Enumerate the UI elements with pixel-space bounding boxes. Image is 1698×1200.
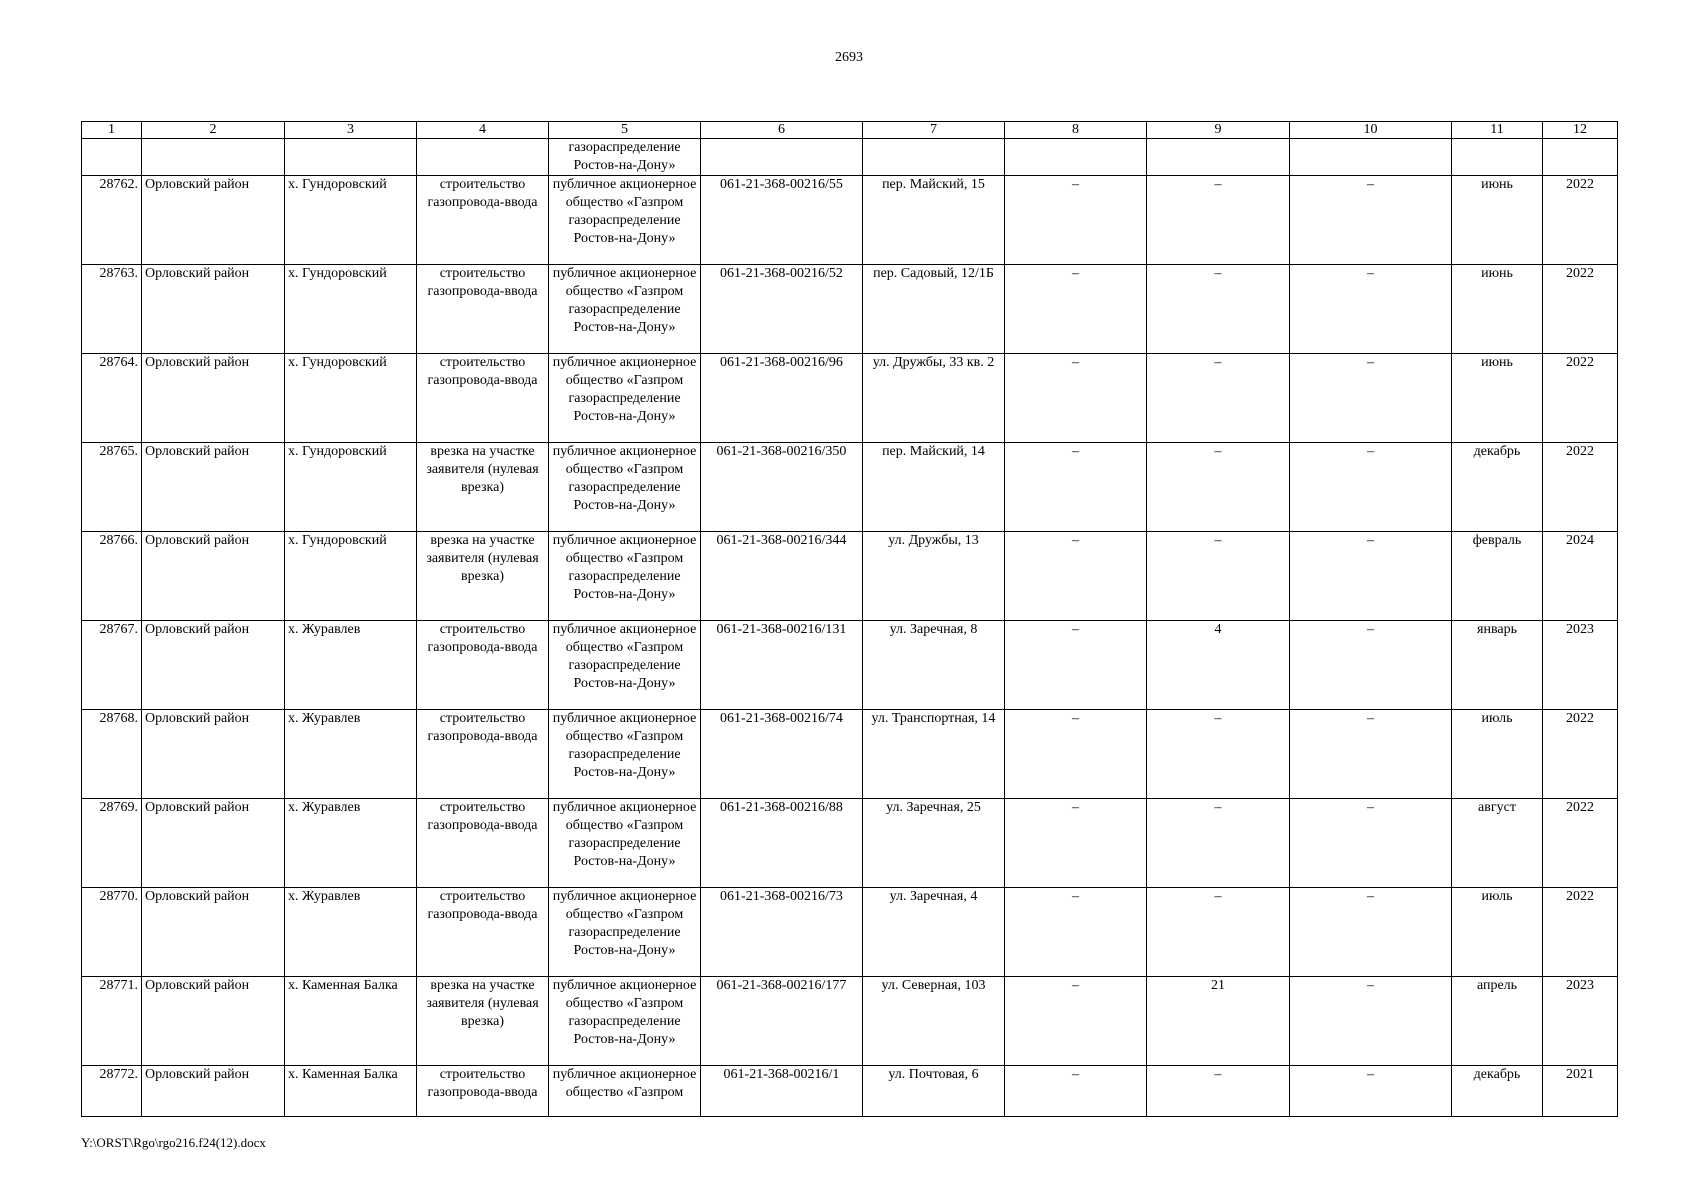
row-number: 28770. xyxy=(82,888,142,977)
year-cell: 2024 xyxy=(1543,532,1618,621)
value-cell: – xyxy=(1290,176,1452,265)
value-cell: – xyxy=(1290,532,1452,621)
value-cell: – xyxy=(1147,799,1290,888)
value-cell: – xyxy=(1290,443,1452,532)
year-cell: 2022 xyxy=(1543,176,1618,265)
settlement-cell: х. Журавлев xyxy=(285,621,417,710)
work-type-cell: строительство газопровода-ввода xyxy=(417,265,549,354)
code-cell: 061-21-368-00216/131 xyxy=(701,621,863,710)
col-header: 9 xyxy=(1147,122,1290,139)
value-cell: – xyxy=(1290,621,1452,710)
address-cell: ул. Заречная, 25 xyxy=(863,799,1005,888)
col-header: 5 xyxy=(549,122,701,139)
district-cell: Орловский район xyxy=(142,1066,285,1117)
table-row xyxy=(82,888,1618,977)
table-row xyxy=(82,265,1618,354)
address-cell: ул. Дружбы, 13 xyxy=(863,532,1005,621)
year-cell: 2022 xyxy=(1543,710,1618,799)
settlement-cell: х. Гундоровский xyxy=(285,176,417,265)
work-type-cell: врезка на участке заявителя (нулевая врезка) xyxy=(417,443,549,532)
row-number: 28765. xyxy=(82,443,142,532)
value-cell: – xyxy=(1005,265,1147,354)
organization-cell: публичное акционерное общество «Газпром газораспределение Ростов-на-Дону» xyxy=(549,799,701,888)
value-cell: – xyxy=(1147,888,1290,977)
value-cell: 4 xyxy=(1147,621,1290,710)
settlement-cell: х. Журавлев xyxy=(285,710,417,799)
address-cell: ул. Дружбы, 33 кв. 2 xyxy=(863,354,1005,443)
col-header: 10 xyxy=(1290,122,1452,139)
col-header: 4 xyxy=(417,122,549,139)
address-cell: пер. Садовый, 12/1Б xyxy=(863,265,1005,354)
address-cell: ул. Северная, 103 xyxy=(863,977,1005,1066)
settlement-cell: х. Каменная Балка xyxy=(285,1066,417,1117)
month-cell: июнь xyxy=(1452,176,1543,265)
address-cell: ул. Почтовая, 6 xyxy=(863,1066,1005,1117)
value-cell: – xyxy=(1005,443,1147,532)
address-cell: ул. Заречная, 8 xyxy=(863,621,1005,710)
settlement-cell: х. Каменная Балка xyxy=(285,977,417,1066)
value-cell: – xyxy=(1290,799,1452,888)
value-cell: – xyxy=(1005,1066,1147,1117)
code-cell: 061-21-368-00216/88 xyxy=(701,799,863,888)
table-row xyxy=(82,443,1618,532)
table-cell xyxy=(142,139,285,176)
value-cell: – xyxy=(1290,354,1452,443)
page-number: 2693 xyxy=(835,50,863,65)
row-number: 28764. xyxy=(82,354,142,443)
table-row xyxy=(82,621,1618,710)
file-path-footer: Y:\ORST\Rgo\rgo216.f24(12).docx xyxy=(81,1135,266,1150)
month-cell: август xyxy=(1452,799,1543,888)
table-row xyxy=(82,710,1618,799)
organization-cell: публичное акционерное общество «Газпром газораспределение Ростов-на-Дону» xyxy=(549,888,701,977)
code-cell: 061-21-368-00216/177 xyxy=(701,977,863,1066)
settlement-cell: х. Гундоровский xyxy=(285,532,417,621)
code-cell: 061-21-368-00216/52 xyxy=(701,265,863,354)
row-number: 28772. xyxy=(82,1066,142,1117)
table-cell xyxy=(417,139,549,176)
district-cell: Орловский район xyxy=(142,799,285,888)
value-cell: – xyxy=(1005,710,1147,799)
month-cell: июль xyxy=(1452,710,1543,799)
organization-cell: публичное акционерное общество «Газпром газораспределение Ростов-на-Дону» xyxy=(549,977,701,1066)
value-cell: – xyxy=(1005,977,1147,1066)
work-type-cell: строительство газопровода-ввода xyxy=(417,710,549,799)
value-cell: – xyxy=(1290,710,1452,799)
value-cell: – xyxy=(1005,621,1147,710)
settlement-cell: х. Журавлев xyxy=(285,799,417,888)
district-cell: Орловский район xyxy=(142,532,285,621)
continuation-row xyxy=(82,139,1618,176)
table-cell xyxy=(1005,139,1147,176)
table-cell xyxy=(82,139,142,176)
organization-cell: публичное акционерное общество «Газпром газораспределение Ростов-на-Дону» xyxy=(549,532,701,621)
year-cell: 2022 xyxy=(1543,354,1618,443)
table-cell xyxy=(701,139,863,176)
value-cell: – xyxy=(1147,265,1290,354)
district-cell: Орловский район xyxy=(142,710,285,799)
district-cell: Орловский район xyxy=(142,621,285,710)
code-cell: 061-21-368-00216/1 xyxy=(701,1066,863,1117)
value-cell: – xyxy=(1147,443,1290,532)
col-header: 1 xyxy=(82,122,142,139)
value-cell: – xyxy=(1005,799,1147,888)
col-header: 7 xyxy=(863,122,1005,139)
value-cell: – xyxy=(1147,710,1290,799)
organization-cell: публичное акционерное общество «Газпром газораспределение Ростов-на-Дону» xyxy=(549,354,701,443)
registry-table xyxy=(81,121,1618,1117)
work-type-cell: строительство газопровода-ввода xyxy=(417,1066,549,1117)
address-cell: ул. Заречная, 4 xyxy=(863,888,1005,977)
value-cell: – xyxy=(1290,1066,1452,1117)
row-number: 28763. xyxy=(82,265,142,354)
col-header: 12 xyxy=(1543,122,1618,139)
month-cell: июнь xyxy=(1452,265,1543,354)
organization-cell: публичное акционерное общество «Газпром газораспределение Ростов-на-Дону» xyxy=(549,443,701,532)
code-cell: 061-21-368-00216/55 xyxy=(701,176,863,265)
month-cell: декабрь xyxy=(1452,443,1543,532)
work-type-cell: строительство газопровода-ввода xyxy=(417,888,549,977)
year-cell: 2022 xyxy=(1543,799,1618,888)
month-cell: январь xyxy=(1452,621,1543,710)
table-cell xyxy=(1452,139,1543,176)
value-cell: – xyxy=(1290,977,1452,1066)
row-number: 28769. xyxy=(82,799,142,888)
district-cell: Орловский район xyxy=(142,176,285,265)
value-cell: – xyxy=(1005,532,1147,621)
district-cell: Орловский район xyxy=(142,354,285,443)
table-row xyxy=(82,799,1618,888)
address-cell: ул. Транспортная, 14 xyxy=(863,710,1005,799)
code-cell: 061-21-368-00216/350 xyxy=(701,443,863,532)
year-cell: 2021 xyxy=(1543,1066,1618,1117)
value-cell: 21 xyxy=(1147,977,1290,1066)
year-cell: 2022 xyxy=(1543,443,1618,532)
year-cell: 2022 xyxy=(1543,888,1618,977)
col-header: 2 xyxy=(142,122,285,139)
table-cell xyxy=(863,139,1005,176)
col-header: 6 xyxy=(701,122,863,139)
work-type-cell: строительство газопровода-ввода xyxy=(417,176,549,265)
settlement-cell: х. Гундоровский xyxy=(285,265,417,354)
table-cell xyxy=(1290,139,1452,176)
district-cell: Орловский район xyxy=(142,265,285,354)
code-cell: 061-21-368-00216/73 xyxy=(701,888,863,977)
district-cell: Орловский район xyxy=(142,443,285,532)
organization-cell: публичное акционерное общество «Газпром газораспределение Ростов-на-Дону» xyxy=(549,265,701,354)
settlement-cell: х. Гундоровский xyxy=(285,443,417,532)
address-cell: пер. Майский, 14 xyxy=(863,443,1005,532)
row-number: 28768. xyxy=(82,710,142,799)
year-cell: 2023 xyxy=(1543,977,1618,1066)
value-cell: – xyxy=(1005,176,1147,265)
work-type-cell: строительство газопровода-ввода xyxy=(417,621,549,710)
value-cell: – xyxy=(1005,888,1147,977)
district-cell: Орловский район xyxy=(142,977,285,1066)
row-number: 28762. xyxy=(82,176,142,265)
col-header: 11 xyxy=(1452,122,1543,139)
table-cell xyxy=(1147,139,1290,176)
code-cell: 061-21-368-00216/96 xyxy=(701,354,863,443)
organization-cell: публичное акционерное общество «Газпром газораспределение Ростов-на-Дону» xyxy=(549,621,701,710)
table-row xyxy=(82,532,1618,621)
work-type-cell: строительство газопровода-ввода xyxy=(417,799,549,888)
year-cell: 2023 xyxy=(1543,621,1618,710)
table-cell: газораспределение Ростов-на-Дону» xyxy=(549,139,701,176)
row-number: 28767. xyxy=(82,621,142,710)
code-cell: 061-21-368-00216/74 xyxy=(701,710,863,799)
work-type-cell: врезка на участке заявителя (нулевая врезка) xyxy=(417,532,549,621)
column-number-header xyxy=(82,122,1618,139)
address-cell: пер. Майский, 15 xyxy=(863,176,1005,265)
month-cell: февраль xyxy=(1452,532,1543,621)
organization-cell: публичное акционерное общество «Газпром газораспределение Ростов-на-Дону» xyxy=(549,710,701,799)
table-row xyxy=(82,1066,1618,1117)
col-header: 3 xyxy=(285,122,417,139)
month-cell: июль xyxy=(1452,888,1543,977)
table-row xyxy=(82,354,1618,443)
year-cell: 2022 xyxy=(1543,265,1618,354)
table-cell xyxy=(1543,139,1618,176)
row-number: 28766. xyxy=(82,532,142,621)
table-row xyxy=(82,176,1618,265)
value-cell: – xyxy=(1290,888,1452,977)
value-cell: – xyxy=(1147,354,1290,443)
table-cell xyxy=(285,139,417,176)
value-cell: – xyxy=(1147,1066,1290,1117)
organization-cell: публичное акционерное общество «Газпром газораспределение Ростов-на-Дону» xyxy=(549,176,701,265)
district-cell: Орловский район xyxy=(142,888,285,977)
month-cell: апрель xyxy=(1452,977,1543,1066)
settlement-cell: х. Гундоровский xyxy=(285,354,417,443)
month-cell: декабрь xyxy=(1452,1066,1543,1117)
month-cell: июнь xyxy=(1452,354,1543,443)
value-cell: – xyxy=(1147,532,1290,621)
table-row xyxy=(82,977,1618,1066)
value-cell: – xyxy=(1147,176,1290,265)
value-cell: – xyxy=(1005,354,1147,443)
settlement-cell: х. Журавлев xyxy=(285,888,417,977)
col-header: 8 xyxy=(1005,122,1147,139)
organization-cell: публичное акционерное общество «Газпром xyxy=(549,1066,701,1117)
work-type-cell: врезка на участке заявителя (нулевая врезка) xyxy=(417,977,549,1066)
row-number: 28771. xyxy=(82,977,142,1066)
work-type-cell: строительство газопровода-ввода xyxy=(417,354,549,443)
code-cell: 061-21-368-00216/344 xyxy=(701,532,863,621)
value-cell: – xyxy=(1290,265,1452,354)
